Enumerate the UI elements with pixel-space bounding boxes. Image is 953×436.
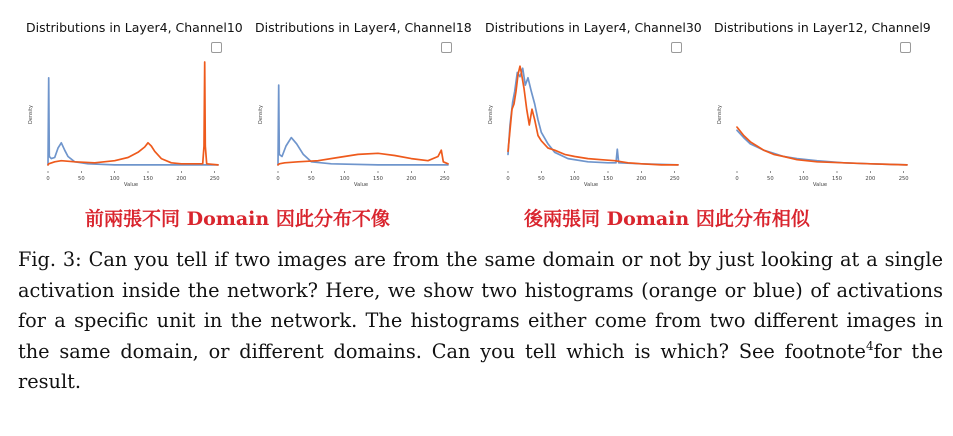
series-line-blue — [737, 130, 907, 165]
series-line-blue — [278, 85, 448, 165]
y-axis-label: Density — [258, 104, 264, 125]
series-line-orange — [48, 62, 218, 165]
x-tick-label: 100 — [339, 176, 350, 182]
series-line-orange — [278, 150, 448, 165]
annotation-different-domain: 前兩張不同 Domain 因此分布不像 — [85, 208, 390, 230]
histogram-chart-3 — [480, 50, 685, 195]
x-tick-label: 50 — [767, 176, 774, 182]
histogram-chart-2 — [250, 50, 455, 195]
x-tick-label: 50 — [538, 176, 545, 182]
histogram-chart-1 — [20, 50, 225, 195]
footnote-mark[interactable]: 4 — [865, 338, 874, 353]
chart-title-3: Distributions in Layer4, Channel30 — [485, 20, 702, 35]
caption-text: Fig. 3: Can you tell if two images are from the same domain or not by just looking at a single activation inside the network? Here, we show two histograms (orange or blue) of activations for a specific unit in the network. The histograms either come from two different images in the same domain, or different domains. Can you tell which is which? See footnote — [18, 248, 943, 363]
x-tick-label: 200 — [865, 176, 876, 182]
y-axis-label: Density — [717, 104, 723, 125]
y-axis-label: Density — [488, 104, 494, 125]
x-tick-label: 100 — [569, 176, 580, 182]
annotation-same-domain: 後兩張同 Domain 因此分布相似 — [524, 208, 810, 230]
histogram-chart-4 — [709, 50, 914, 195]
x-tick-label: 150 — [603, 176, 613, 182]
chart-title-4: Distributions in Layer12, Channel9 — [714, 20, 931, 35]
x-tick-label: 50 — [308, 176, 315, 182]
x-axis-label: Value — [583, 182, 599, 188]
series-line-blue — [48, 78, 218, 165]
x-tick-label: 0 — [276, 176, 280, 182]
x-tick-label: 250 — [898, 176, 909, 182]
x-tick-label: 0 — [506, 176, 510, 182]
figure-caption — [18, 245, 943, 398]
x-tick-label: 0 — [46, 176, 50, 182]
series-line-orange — [508, 66, 678, 165]
x-tick-label: 100 — [109, 176, 120, 182]
x-tick-label: 200 — [636, 176, 647, 182]
x-axis-label: Value — [123, 182, 139, 188]
chart-title-2: Distributions in Layer4, Channel18 — [255, 20, 472, 35]
chart-title-1: Distributions in Layer4, Channel10 — [26, 20, 243, 35]
x-tick-label: 150 — [143, 176, 153, 182]
x-tick-label: 250 — [439, 176, 450, 182]
x-axis-label: Value — [812, 182, 828, 188]
x-tick-label: 250 — [669, 176, 680, 182]
x-axis-label: Value — [353, 182, 369, 188]
caption-suffix: for the result. — [18, 339, 944, 393]
y-axis-label: Density — [28, 104, 34, 125]
x-tick-label: 100 — [798, 176, 809, 182]
x-tick-label: 200 — [406, 176, 417, 182]
x-tick-label: 250 — [209, 176, 220, 182]
series-line-orange — [737, 127, 907, 165]
x-tick-label: 150 — [373, 176, 383, 182]
x-tick-label: 200 — [176, 176, 187, 182]
x-tick-label: 50 — [78, 176, 85, 182]
x-tick-label: 0 — [735, 176, 739, 182]
x-tick-label: 150 — [832, 176, 842, 182]
